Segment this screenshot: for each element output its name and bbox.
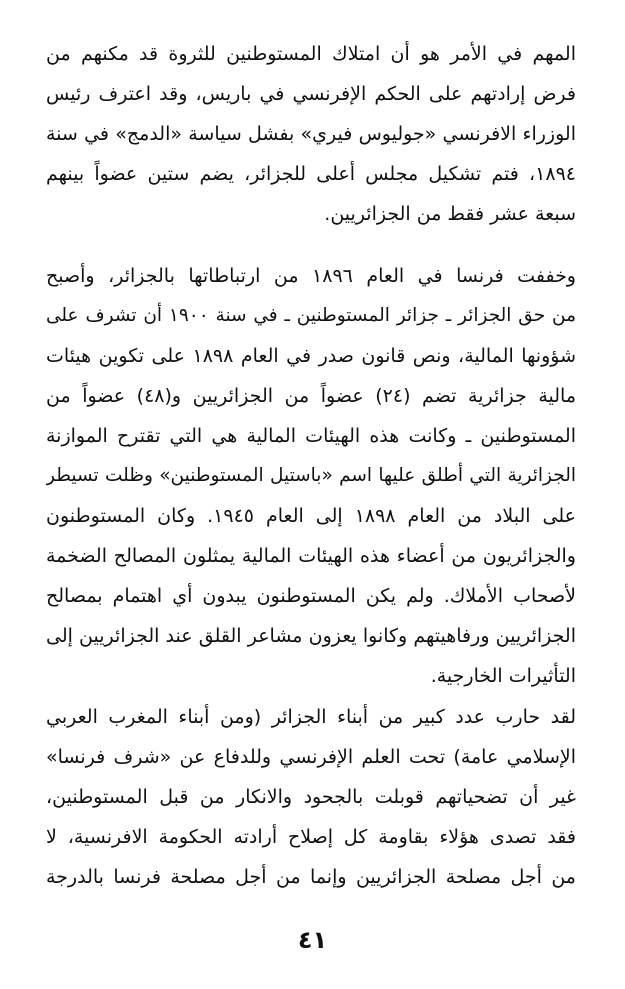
text-line: فقد تصدى هؤلاء بقاومة كل إصلاح أرادته الحكومة الافرنسية، لا — [46, 826, 576, 848]
text-line: وخففت فرنسا في العام ١٨٩٦ من ارتباطاتها بالجزائر، وأصبح — [46, 265, 576, 287]
text-line: المستوطنين ـ وكانت هذه الهيئات المالية هي التي تقترح الموازنة — [46, 425, 576, 447]
text-line: شؤونها المالية، ونص قانون صدر في العام ١٨٩٨ على تكوين هيئات — [46, 345, 576, 367]
text-line: الجزائرية التي أطلق عليها اسم «باستيل المستوطنين» وظلت تسيطر — [46, 465, 576, 486]
text-line: ١٨٩٤، فتم تشكيل مجلس أعلى للجزائر، يضم ستين عضواً بينهم — [46, 163, 576, 185]
text-line: سبعة عشر فقط من الجزائريين. — [324, 203, 576, 225]
text-line: الجزائريين ورفاهيتهم وكانوا يعزون مشاعر القلق عند الجزائريين إلى — [46, 625, 576, 647]
text-line: من أجل مصلحة الجزائريين وإنما من أجل مصلحة فرنسا بالدرجة — [46, 866, 576, 888]
paragraph-1 — [46, 34, 576, 234]
text-line: الوزراء الافرنسي «جوليوس فيري» بفشل سياسة «الدمج» في سنة — [46, 123, 576, 145]
text-line: الإسلامي عامة) تحت العلم الإفرنسي وللدفاع عن «شرف فرنسا» — [46, 746, 576, 768]
text-line: والجزائريون من أعضاء هذه الهيئات المالية يمثلون المصالح الضخمة — [46, 545, 576, 567]
text-line: فرض إرادتهم على الحكم الإفرنسي في باريس، وقد اعترف رئيس — [46, 83, 576, 105]
text-line: مالية جزائرية تضم (٢٤) عضواً من الجزائريين و(٤٨) عضواً من — [46, 385, 576, 407]
page-number: ٤١ — [297, 926, 328, 954]
text-line: غير أن تضحياتهم قوبلت بالجحود والانكار من قبل المستوطنين، — [46, 786, 576, 808]
text-line: المهم في الأمر هو أن امتلاك المستوطنين للثروة قد مكنهم من — [46, 43, 576, 65]
text-line: من حق الجزائر ـ جزائر المستوطنين ـ في سنة ١٩٠٠ أن تشرف على — [46, 305, 576, 326]
text-line: لأصحاب الأملاك. ولم يكن المستوطنون يبدون أي اهتمام بمصالح — [46, 585, 576, 607]
text-line: التأثيرات الخارجية. — [430, 665, 576, 687]
paragraph-2 — [46, 256, 576, 696]
text-line: لقد حارب عدد كبير من أبناء الجزائر (ومن أبناء المغرب العربي — [46, 706, 576, 728]
text-line: على البلاد من العام ١٨٩٨ إلى العام ١٩٤٥. وكان المستوطنون — [46, 505, 576, 527]
paragraph-3 — [46, 697, 576, 897]
